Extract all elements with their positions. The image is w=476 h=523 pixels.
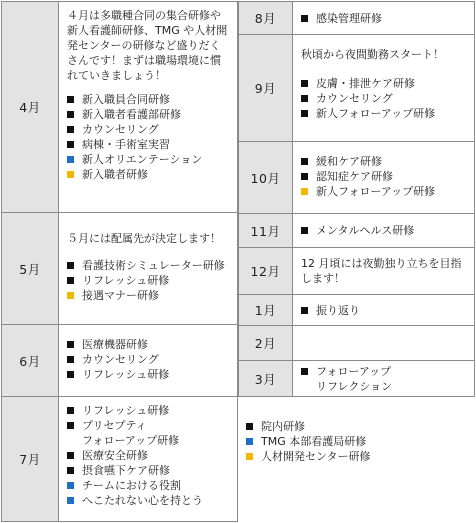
- may-items: [67, 258, 229, 303]
- list-item-label: 新人フォローアップ研修: [316, 107, 436, 120]
- month-january: 1月: [238, 294, 293, 326]
- list-item: [246, 449, 471, 464]
- bullet-square-icon: [301, 110, 308, 117]
- bullet-square-icon: [67, 126, 74, 133]
- list-item-label: リフレッシュ研修: [82, 404, 170, 417]
- january-items: [301, 303, 466, 318]
- bullet-square-icon: [67, 452, 74, 459]
- january-content: [292, 294, 475, 326]
- bullet-square-icon: [67, 422, 74, 429]
- list-item-label: 院内研修: [261, 420, 305, 433]
- march-content: [292, 360, 475, 397]
- bullet-square-icon: [301, 158, 308, 165]
- bullet-square-icon: [67, 277, 74, 284]
- february-content: [292, 325, 475, 361]
- month-february: 2月: [238, 325, 293, 361]
- list-item: [301, 184, 466, 199]
- list-item-label: カウンセリング: [82, 123, 159, 136]
- list-item-label: 新入職者研修: [82, 168, 148, 181]
- april-intro: ４月は多職種合同の集合研修や新人看護師研修、TMG や人材開発センターの研修など盛りだくさんです！まずは職場環境に慣れていきましょう！: [67, 9, 228, 82]
- list-item-label: 皮膚・排泄ケア研修: [316, 77, 415, 90]
- list-item: [301, 223, 466, 238]
- bullet-square-icon: [246, 423, 253, 430]
- bullet-square-icon: [67, 497, 74, 504]
- list-item: [301, 169, 466, 184]
- list-item: [67, 352, 229, 367]
- list-item-label: 新入職員合同研修: [82, 93, 170, 106]
- april-items: [67, 92, 229, 182]
- bullet-square-icon: [67, 467, 74, 474]
- list-item: [67, 463, 229, 478]
- august-items: [301, 11, 466, 26]
- list-item-label: 人材開発センター研修: [261, 450, 371, 463]
- list-item: [246, 434, 471, 449]
- november-items: [301, 223, 466, 238]
- june-content: [58, 324, 238, 397]
- bullet-square-icon: [301, 95, 308, 102]
- bullet-square-icon: [301, 80, 308, 87]
- month-august: 8月: [238, 1, 293, 35]
- list-item-label: 看護技術シミュレーター研修: [82, 259, 225, 272]
- june-items: [67, 337, 229, 382]
- list-item-label: 新人オリエンテーション: [82, 153, 203, 166]
- list-item-label: メンタルヘルス研修: [316, 224, 415, 237]
- bullet-square-icon: [67, 371, 74, 378]
- bullet-square-icon: [67, 156, 74, 163]
- list-item: [67, 367, 229, 382]
- december-intro: 12 月頃には夜勤独り立ちを目指します！: [301, 257, 462, 285]
- august-content: [292, 1, 475, 35]
- month-march: 3月: [238, 360, 293, 397]
- november-content: [292, 213, 475, 248]
- list-item-label: 新入職者看護部研修: [82, 108, 181, 121]
- legend-items: [246, 419, 471, 464]
- list-item: [67, 92, 229, 107]
- month-october: 10月: [238, 141, 293, 214]
- bullet-square-icon: [301, 227, 308, 234]
- list-item: [67, 152, 229, 167]
- bullet-square-icon: [301, 173, 308, 180]
- bullet-square-icon: [67, 96, 74, 103]
- list-item-label: チームにおける役割: [82, 479, 181, 492]
- bullet-square-icon: [67, 341, 74, 348]
- april-content: [58, 1, 238, 213]
- month-july: 7月: [1, 396, 59, 522]
- bullet-square-icon: [67, 171, 74, 178]
- month-june: 6月: [1, 324, 59, 397]
- list-item-label: 医療安全研修: [82, 449, 148, 462]
- bullet-square-icon: [301, 15, 308, 22]
- bullet-square-icon: [67, 482, 74, 489]
- list-item: [301, 303, 466, 318]
- list-item-label: 摂食嚥下ケア研修: [82, 464, 170, 477]
- list-item: [301, 154, 466, 169]
- list-item: [67, 448, 229, 463]
- july-content: [58, 396, 238, 522]
- month-november: 11月: [238, 213, 293, 248]
- march-items: [301, 364, 466, 394]
- october-items: [301, 154, 466, 199]
- list-item: [67, 167, 229, 182]
- october-content: [292, 141, 475, 214]
- list-item: [301, 76, 466, 91]
- list-item-label: 感染管理研修: [316, 12, 382, 25]
- list-item-label: プリセプティ フォローアップ研修: [82, 419, 180, 447]
- list-item: [67, 337, 229, 352]
- bullet-square-icon: [301, 188, 308, 195]
- list-item-label: 振り返り: [316, 304, 360, 317]
- list-item-label: リフレッシュ研修: [82, 274, 170, 287]
- list-item-label: 認知症ケア研修: [316, 170, 393, 183]
- list-item-label: 新人フォローアップ研修: [316, 185, 436, 198]
- bullet-square-icon: [301, 368, 308, 375]
- december-content: [292, 247, 475, 295]
- list-item: [301, 106, 466, 121]
- may-intro: ５月には配属先が決定します！: [67, 232, 221, 245]
- list-item: [301, 364, 466, 394]
- may-content: [58, 212, 238, 325]
- month-april: 4月: [1, 1, 59, 213]
- list-item-label: リフレッシュ研修: [82, 368, 170, 381]
- list-item: [67, 107, 229, 122]
- list-item-label: フォローアップ リフレクション: [316, 365, 393, 393]
- list-item: [67, 288, 229, 303]
- july-items: [67, 403, 229, 508]
- bullet-square-icon: [246, 453, 253, 460]
- list-item: [301, 91, 466, 106]
- list-item: [67, 493, 229, 508]
- list-item-label: 病棟・手術室実習: [82, 138, 170, 151]
- legend: [246, 419, 471, 464]
- list-item: [67, 137, 229, 152]
- list-item: [246, 419, 471, 434]
- september-content: [292, 34, 475, 142]
- bullet-square-icon: [67, 141, 74, 148]
- list-item: [67, 478, 229, 493]
- list-item-label: 医療機器研修: [82, 338, 148, 351]
- month-september: 9月: [238, 34, 293, 142]
- bullet-square-icon: [301, 307, 308, 314]
- list-item-label: 接遇マナー研修: [82, 289, 159, 302]
- list-item: [67, 418, 229, 448]
- list-item-label: TMG 本部看護局研修: [261, 435, 367, 448]
- list-item-label: カウンセリング: [316, 92, 393, 105]
- list-item: [67, 403, 229, 418]
- list-item: [301, 11, 466, 26]
- list-item: [67, 258, 229, 273]
- bullet-square-icon: [67, 262, 74, 269]
- bullet-square-icon: [246, 438, 253, 445]
- bullet-square-icon: [67, 111, 74, 118]
- bullet-square-icon: [67, 356, 74, 363]
- month-december: 12月: [238, 247, 293, 295]
- list-item: [67, 273, 229, 288]
- list-item-label: へこたれない心を持とう: [82, 494, 203, 507]
- list-item-label: 緩和ケア研修: [316, 155, 382, 168]
- september-intro: 秋頃から夜間勤務スタート！: [301, 48, 444, 61]
- list-item: [67, 122, 229, 137]
- month-may: 5月: [1, 212, 59, 325]
- bullet-square-icon: [67, 407, 74, 414]
- list-item-label: カウンセリング: [82, 353, 159, 366]
- september-items: [301, 76, 466, 121]
- bullet-square-icon: [67, 292, 74, 299]
